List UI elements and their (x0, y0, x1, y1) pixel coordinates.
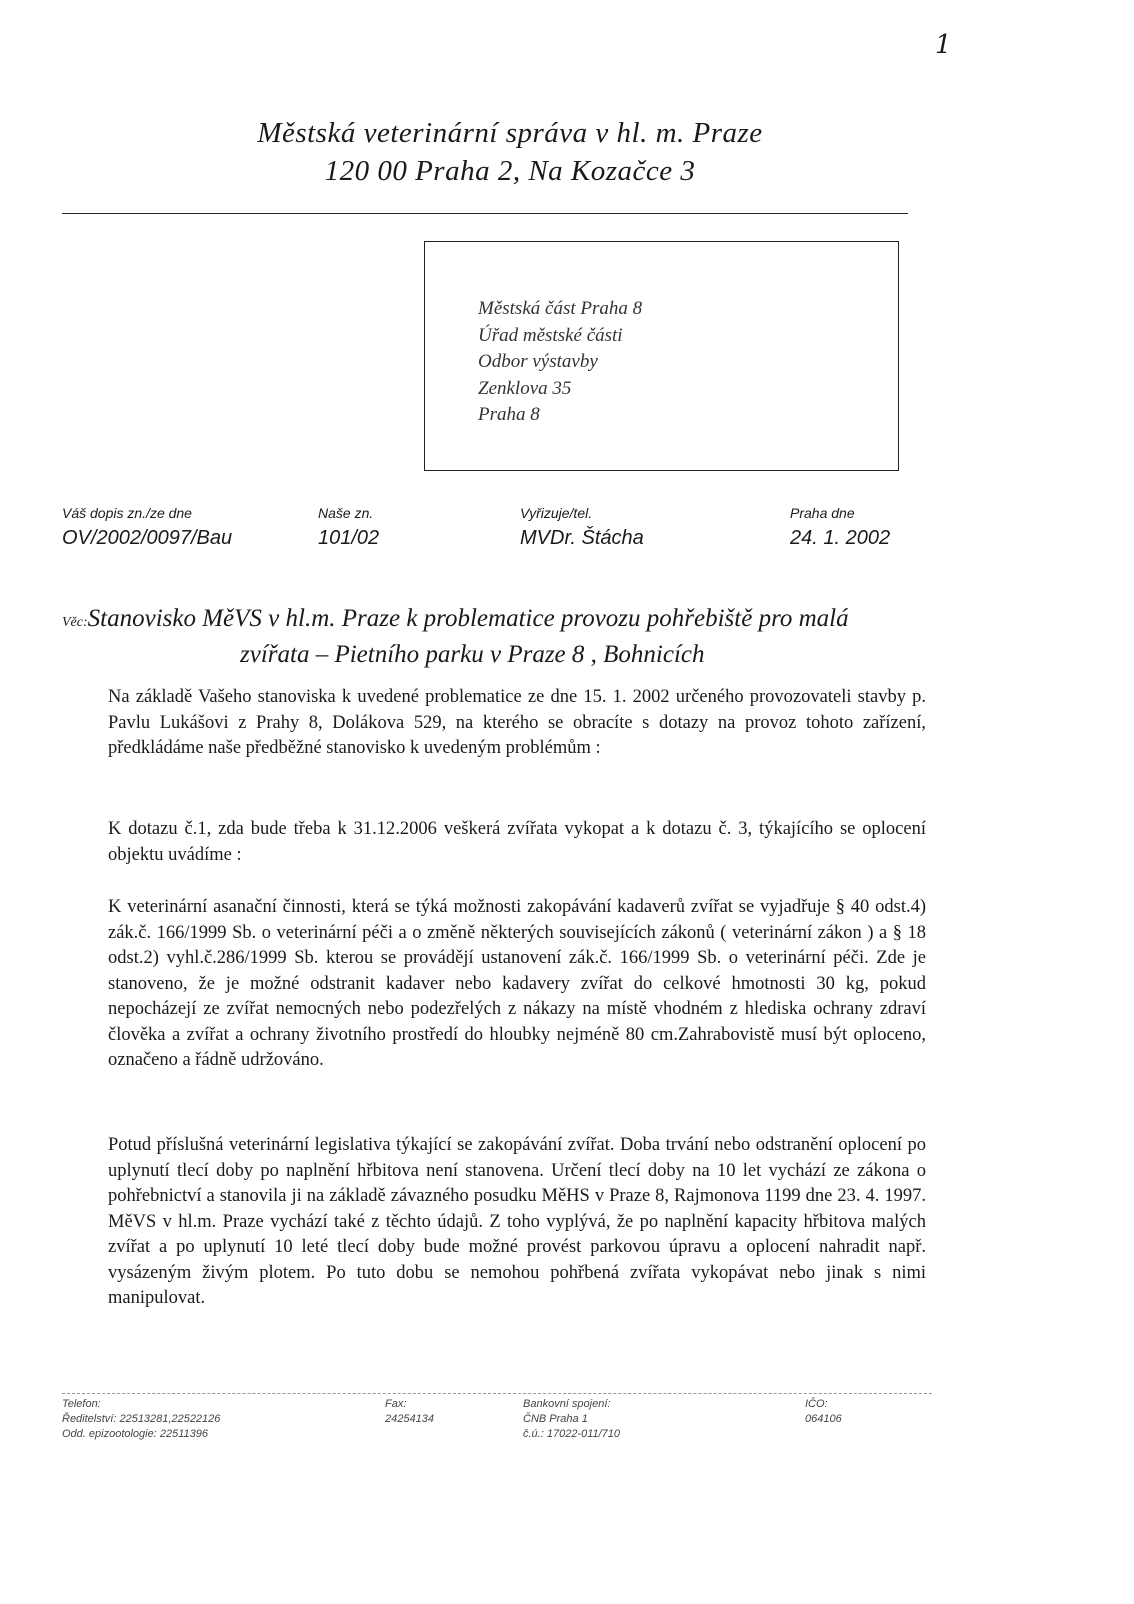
bank-account: č.ú.: 17022-011/710 (523, 1428, 621, 1440)
footer-bank (523, 1397, 620, 1442)
footer-fax (385, 1397, 434, 1427)
our-ref-value: 101/02 (318, 527, 380, 549)
subject-prefix: Věc: (62, 615, 88, 630)
ico-label: IČO: (805, 1398, 828, 1410)
epizoo-phone: Odd. epizootologie: 22511396 (62, 1428, 208, 1440)
subject-text-1: Stanovisko MěVS v hl.m. Praze k problematice provozu pohřebiště pro malá (87, 605, 849, 632)
your-ref-label: Váš dopis zn./ze dne (62, 505, 192, 521)
letter-date (790, 505, 890, 550)
recipient-address (478, 296, 642, 429)
our-ref-label: Naše zn. (318, 505, 374, 521)
sender-name: Městská veterinární správa v hl. m. Praze (257, 117, 763, 149)
bank-name: ČNB Praha 1 (523, 1413, 588, 1425)
recipient-line: Zenklova 35 (478, 377, 572, 399)
date-value: 24. 1. 2002 (790, 527, 891, 549)
your-ref-value: OV/2002/0097/Bau (62, 527, 233, 549)
body-paragraph-4: Potud příslušná veterinární legislativa týkající se zakopávání zvířat. Doba trvání nebo odstranění oplocení po uplynutí tlecí doby po naplnění hřbitova není stanovena. Určení tlecí doby na 10 let vychází ze zákona o pohřebnictví a stanovila ji na základě závazného posudku MěHS v Praze 8, Rajmonova 1199 dne 23. 4. 1997. MěVS v hl.m. Praze vychází také z těchto údajů. Z toho vyplývá, že po naplnění kapacity hřbitova malých zvířat a po uplynutí 10 leté tlecí doby bude možné provést parkovou úpravu a oplocení nahradit např. vysázeným živým plotem. Po tuto dobu se nemohou pohřbená zvířata vykopávat nebo jinak s nimi manipulovat. (108, 1135, 926, 1308)
bank-label: Bankovní spojení: (523, 1398, 611, 1410)
footer-phone (62, 1397, 220, 1442)
sender-address: 120 00 Praha 2, Na Kozačce 3 (324, 155, 696, 187)
header-divider (62, 213, 908, 214)
phone-label: Telefon: (62, 1398, 101, 1410)
body-paragraph-2: K dotazu č.1, zda bude třeba k 31.12.2006 veškerá zvířata vykopat a k dotazu č. 3, týkajícího se oplocení objektu uvádíme : (108, 819, 926, 865)
director-phone: Ředitelství: 22513281,22522126 (62, 1413, 221, 1425)
body-paragraph-1: Na základě Vašeho stanoviska k uvedené problematice ze dne 15. 1. 2002 určeného provozovateli stavby p. Pavlu Lukášovi z Prahy 8, Dolákova 529, na kterého se obracíte s dotazy na provoz tohoto zařízení, předkládáme naše předběžné stanovisko k uvedeným problémům : (108, 687, 926, 758)
your-reference (62, 505, 232, 550)
body-paragraph-3: K veterinární asanační činnosti, která se týká možnosti zakopávání kadaverů zvířat se vyjadřuje § 40 odst.4) zák.č. 166/1999 Sb. o veterinární péči a o změně některých souvisejících zákonů ( veterinární zákon ) a § 18 odst.2) vyhl.č.286/1999 Sb. kterou se provádějí ustanovení zák.č. 166/1999 Sb. o veterinární péči. Zde je stanoveno, že je možné odstranit kadaver nebo kadavery zvířat do celkové hmotnosti 30 kg, pokud nepocházejí ze zvířat nemocných nebo podezřelých z nákazy na místě vhodném z hlediska ochrany zdraví člověka a zvířat a ochrany životního prostředí do hloubky nejméně 80 cm.Zahrabovistě musí být oploceno, označeno a řádně udržováno. (108, 897, 926, 1070)
date-label: Praha dne (790, 505, 855, 521)
recipient-line: Úřad městské části (478, 324, 623, 346)
handled-value: MVDr. Štácha (520, 527, 644, 549)
page-number: 1 (935, 30, 952, 60)
fax-value: 24254134 (385, 1413, 434, 1425)
footer-ico (805, 1397, 842, 1427)
footer-divider (62, 1393, 932, 1394)
recipient-line: Městská část Praha 8 (478, 298, 643, 319)
ico-value: 064106 (805, 1413, 842, 1425)
fax-label: Fax: (385, 1398, 407, 1410)
recipient-line: Praha 8 (478, 404, 540, 425)
subject-line (62, 603, 942, 671)
handled-label: Vyřizuje/tel. (520, 505, 593, 521)
subject-text-2: zvířata – Pietního parku v Praze 8 , Bohnicích (240, 641, 705, 668)
handled-by (520, 505, 644, 550)
our-reference (318, 505, 379, 550)
recipient-line: Odbor výstavby (478, 351, 598, 372)
